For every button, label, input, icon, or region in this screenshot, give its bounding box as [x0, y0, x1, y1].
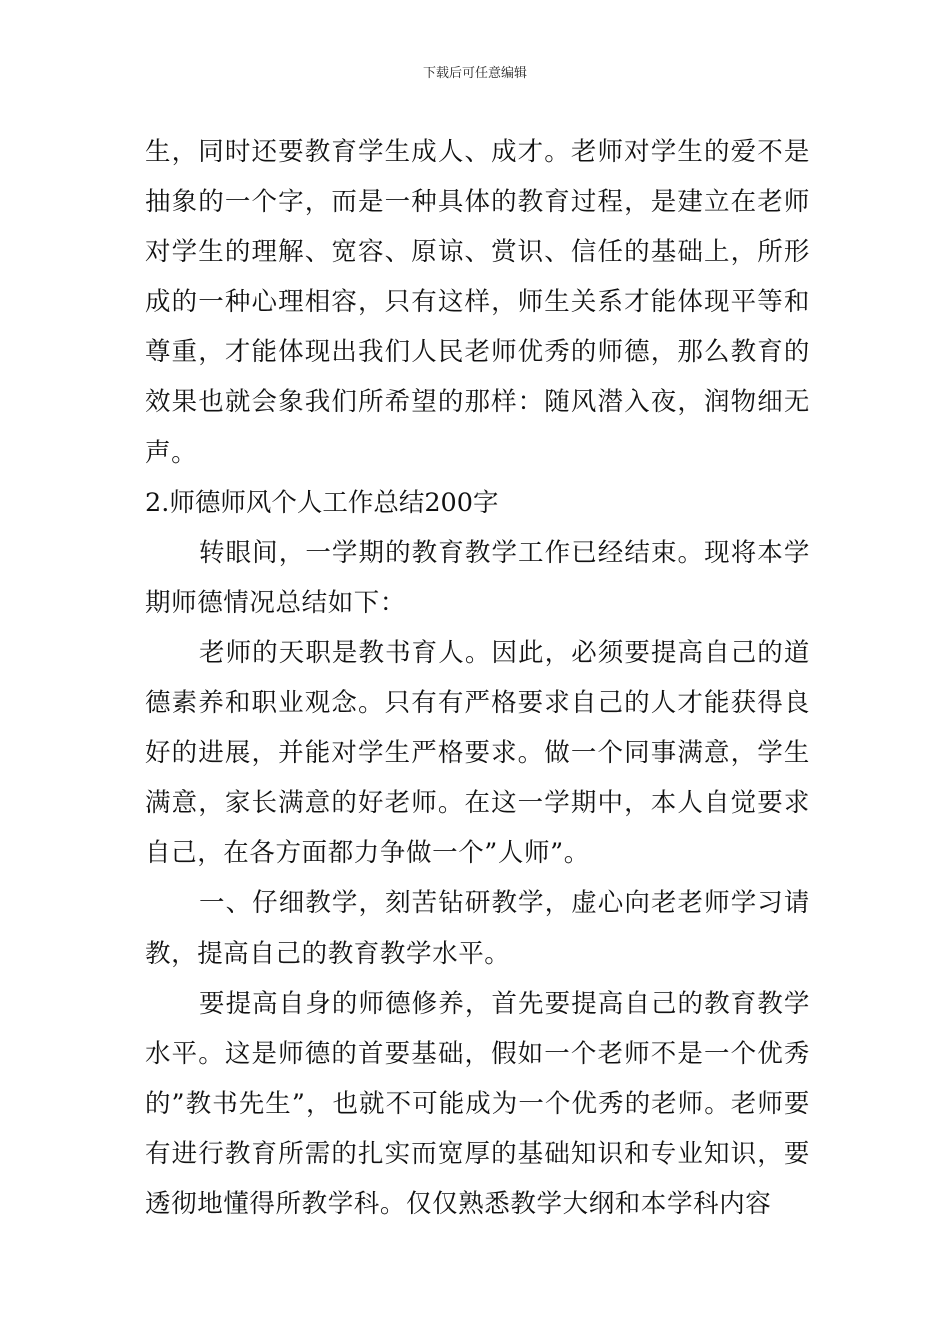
- page-header: 下载后可任意编辑: [422, 66, 527, 81]
- paragraph-improve: 要提高自身的师德修养，首先要提高自己的教育教学水平。这是师德的首要基础，假如一个老师不是一个优秀的”教书先生”，也就不可能成为一个优秀的老师。老师要有进行教育所需的扎实而宽厚的基础知识和专业知识，要透彻地懂得所教学科。仅仅熟悉教学大纲和本学科内容: [145, 988, 810, 1219]
- paragraph-intro: 转眼间，一学期的教育教学工作已经结束。现将本学期师德情况总结如下：: [145, 537, 810, 618]
- document-body: [145, 127, 810, 1229]
- paragraph-duty: 老师的天职是教书育人。因此，必须要提高自己的道德素养和职业观念。只有有严格要求自己的人才能获得良好的进展，并能对学生严格要求。做一个同事满意，学生满意，家长满意的好老师。在这一学期中，本人自觉要求自己，在各方面都力争做一个”人师”。: [145, 637, 810, 869]
- section-heading: 2.师德师风个人工作总结200字: [145, 487, 499, 518]
- paragraph-point-one: 一、仔细教学，刻苦钻研教学，虚心向老老师学习请教，提高自己的教育教学水平。: [145, 888, 810, 969]
- paragraph-continued: 生，同时还要教育学生成人、成才。老师对学生的爱不是抽象的一个字，而是一种具体的教育过程，是建立在老师对学生的理解、宽容、原谅、赏识、信任的基础上，所形成的一种心理相容，只有这样，师生关系才能体现平等和尊重，才能体现出我们人民老师优秀的师德，那么教育的效果也就会象我们所希望的那样：随风潜入夜，润物细无声。: [145, 137, 810, 468]
